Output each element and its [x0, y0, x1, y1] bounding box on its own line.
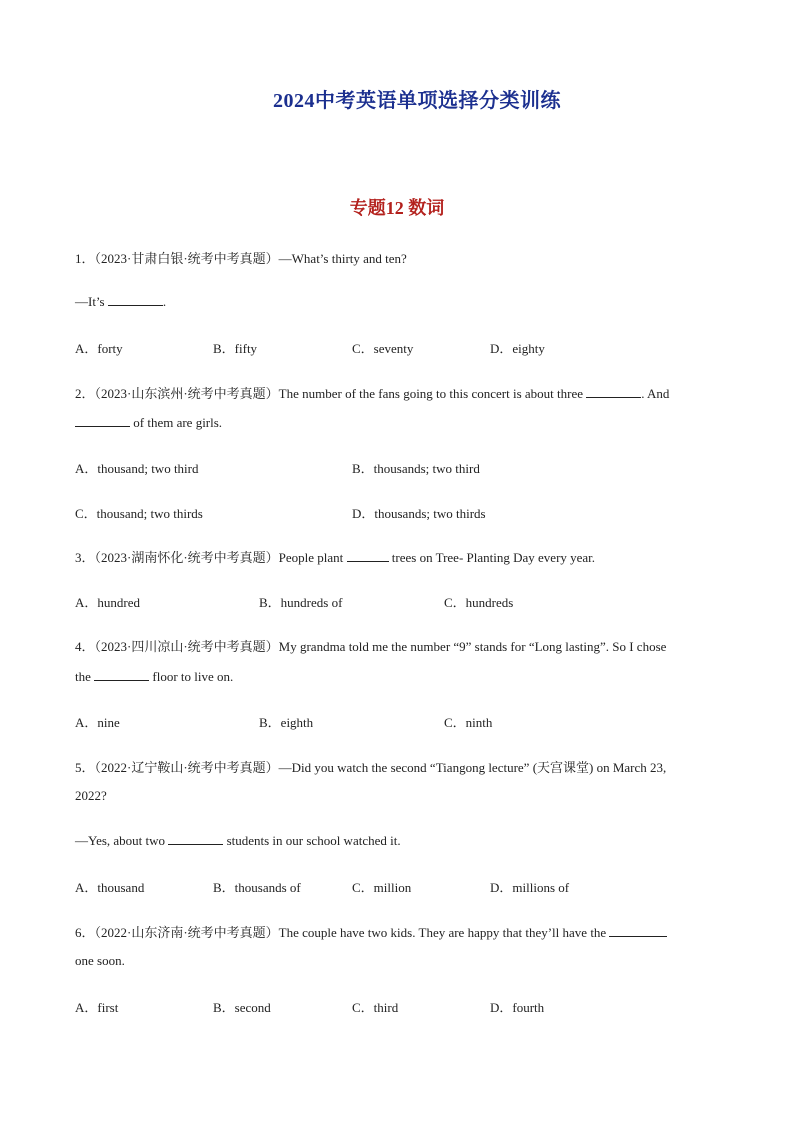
question-2-line-2-text: of them are girls. [130, 415, 223, 430]
question-4-option-b[interactable]: B．eighth [259, 715, 314, 730]
question-2-stem-text: 2．（2023·山东滨州·统考中考真题）The number of the fans going to this concert is about three [75, 386, 587, 401]
question-5-option-a[interactable]: A．thousand [75, 880, 145, 895]
question-1-stem: 1．（2023·甘肃白银·统考中考真题）—What’s thirty and ten? [75, 251, 407, 266]
question-6-option-d[interactable]: D．fourth [490, 1000, 545, 1015]
question-5-line-3 [75, 832, 401, 849]
answer-blank [609, 924, 667, 937]
question-1-answer-suffix: . [162, 294, 167, 309]
question-2-line-2 [75, 414, 222, 431]
question-6-option-b[interactable]: B．second [213, 1000, 271, 1015]
question-4-option-a[interactable]: A．nine [75, 715, 120, 730]
question-2-option-d[interactable]: D．thousands; two thirds [352, 506, 486, 521]
question-5-line-2: 2022? [75, 788, 107, 803]
question-6-option-a[interactable]: A．first [75, 1000, 119, 1015]
page-title: 2024中考英语单项选择分类训练 [273, 90, 561, 112]
question-1-answer-prefix: —It’s [75, 294, 108, 309]
question-3-stem-suffix: trees on Tree- Planting Day every year. [388, 550, 596, 565]
question-6-stem-text: 6．（2022·山东济南·统考中考真题）The couple have two kids. They are happy that they’ll have the [75, 925, 610, 940]
question-1-option-d[interactable]: D．eighty [490, 341, 545, 356]
question-5-option-b[interactable]: B．thousands of [213, 880, 301, 895]
question-5-line-3-text: students in our school watched it. [223, 833, 401, 848]
question-2-stem [75, 383, 669, 402]
question-3-option-b[interactable]: B．hundreds of [259, 595, 343, 610]
question-6-option-c[interactable]: C．third [352, 1000, 399, 1015]
question-4-line-2-text: floor to live on. [149, 669, 234, 684]
question-5-option-d[interactable]: D．millions of [490, 880, 570, 895]
answer-blank [75, 414, 130, 427]
section-title: 专题12 数词 [349, 198, 445, 218]
question-6-line-2: one soon. [75, 953, 125, 968]
question-1-option-c[interactable]: C．seventy [352, 341, 414, 356]
question-5-option-c[interactable]: C．million [352, 880, 412, 895]
question-4-line-2-prefix: the [75, 669, 95, 684]
question-4-stem: 4．（2023·四川凉山·统考中考真题）My grandma told me the number “9” stands for “Long lasting”. So I chose [75, 639, 667, 654]
answer-blank [586, 385, 641, 398]
question-3-stem [75, 547, 595, 566]
answer-blank [347, 549, 389, 562]
question-4-option-c[interactable]: C．ninth [444, 715, 493, 730]
question-2-option-a[interactable]: A．thousand; two third [75, 461, 199, 476]
question-1-answer-line [75, 293, 166, 310]
question-1-option-b[interactable]: B．fifty [213, 341, 258, 356]
question-3-option-c[interactable]: C．hundreds [444, 595, 514, 610]
question-4-line-2 [75, 668, 233, 685]
answer-blank [94, 668, 149, 681]
question-1-option-a[interactable]: A．forty [75, 341, 123, 356]
answer-blank [168, 832, 223, 845]
question-3-stem-text: 3．（2023·湖南怀化·统考中考真题）People plant [75, 550, 347, 565]
question-3-option-a[interactable]: A．hundred [75, 595, 140, 610]
answer-blank [108, 293, 163, 306]
question-6-stem [75, 922, 667, 941]
question-5-line-3-prefix: —Yes, about two [75, 833, 169, 848]
question-5-stem: 5．（2022·辽宁鞍山·统考中考真题）—Did you watch the second “Tiangong lecture” (天宫课堂) on March 23, [75, 760, 667, 775]
question-2-stem-suffix: . And [641, 386, 670, 401]
question-2-option-c[interactable]: C．thousand; two thirds [75, 506, 203, 521]
question-2-option-b[interactable]: B．thousands; two third [352, 461, 480, 476]
